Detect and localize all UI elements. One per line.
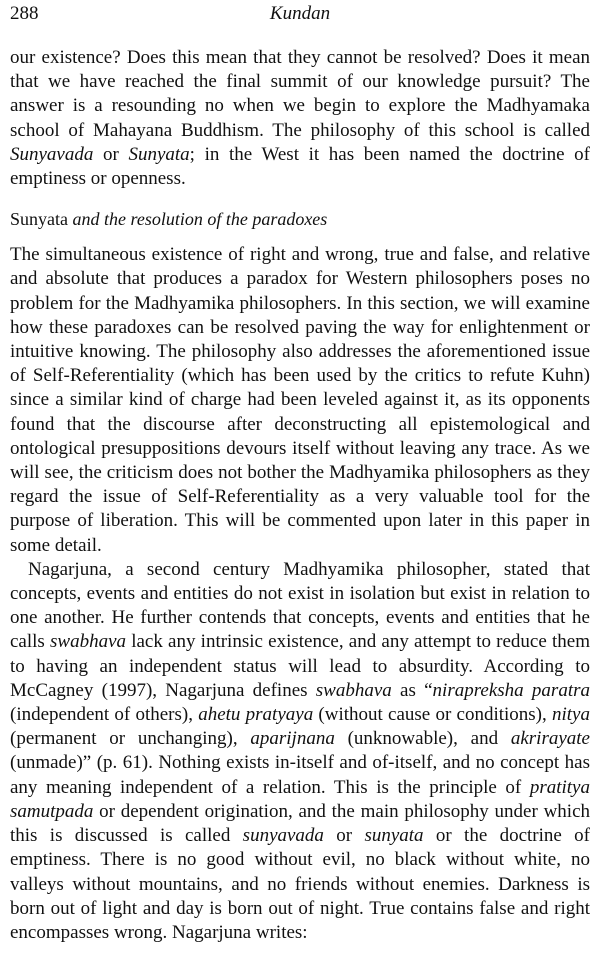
text-run: lack any intrinsic existence, and any attempt to reduce them to having an independent status will lead to absurdity. According to McCagney (1997), Nagarjuna defines [10,631,590,701]
paragraph-paradoxes: The simultaneous existence of right and wrong, true and false, and relative and absolute that produces a paradox for Western philosophers poses no problem for the Madhyamika philosophers. In this section, we will examine how these paradoxes can be resolved paving the way for enlightenment or intuitive knowing. The philosophy also addresses the aforementioned issue of Self-Referentiality (which has been used by the critics to refute Kuhn) since a similar kind of charge had been leveled against it, as its opponents found that the discourse after deconstructing all epistemological and ontological presuppositions devours itself without leaving any trace. As we will see, the criticism does not bother the Madhyamika philosophers as they regard the issue of Self-Referentiality as a very valuable tool for the purpose of liberation. This will be commented upon later in this paper in some detail. [10,244,590,556]
text-run: our existence? Does this mean that they cannot be resolved? Does it mean that we have reached the final summit of our knowledge pursuit? The answer is a resounding no when we begin to explore the Madhyamaka school of Mahayana Buddhism. The philosophy of this school is called [10,47,590,141]
text-run: (unknowable), and [334,728,511,750]
paragraph-opening [10,46,590,191]
text-run: ; in the West it has been named the doctrine of emptiness or openness. [10,143,590,190]
text-run: (without cause or conditions), [313,704,552,726]
running-head: Kundan [269,3,331,24]
italic-term: Sunyavada [10,143,94,165]
text-run: (unmade)” (p. 61). Nothing exists in-itself and of-itself, and no concept has any meaning independent of a relation. This is the principle of [10,752,590,798]
text-run: or the doctrine of emptiness. There is no good without evil, no black without white, no valleys without mountains, and no friends without enemies. Darkness is born out of light and day is born out of night. True contains false and right encompasses wrong. Nagarjuna writes: [10,825,591,943]
section-heading [10,207,590,231]
heading-italic: and the resolution of the paradoxes [68,209,328,230]
page-number: 288 [10,3,39,24]
italic-term: nirapreksha paratra [432,679,590,701]
text-run: or [323,825,365,847]
italic-term: aparijnana [250,728,335,750]
text-run: (independent of others), [10,704,199,726]
page-header [10,2,590,26]
italic-term: pratitya samutpada [10,776,590,822]
heading-roman: Sunyata [10,209,68,230]
text-run: (permanent or unchanging), [10,728,251,750]
paragraph-nagarjuna [10,558,590,945]
body-text [10,46,590,945]
italic-term: swabhava [50,631,127,653]
text-run: or [93,143,129,165]
text-run: as “ [391,679,433,701]
italic-term: Sunyata [128,143,190,165]
italic-term: ahetu pratyaya [198,704,314,726]
text-run: or dependent origination, and the main philosophy under which this is discussed is called [10,800,590,847]
italic-term: swabhava [315,679,392,701]
italic-term: sunyata [364,825,424,847]
italic-term: akrirayate [510,728,590,750]
italic-term: nitya [552,704,590,726]
text-run: Nagarjuna, a second century Madhyamika philosopher, stated that concepts, events and entities do not exist in isolation but exist in relation to one another. He further contends that concepts, events and entities that he calls [10,558,590,653]
italic-term: sunyavada [242,825,324,847]
